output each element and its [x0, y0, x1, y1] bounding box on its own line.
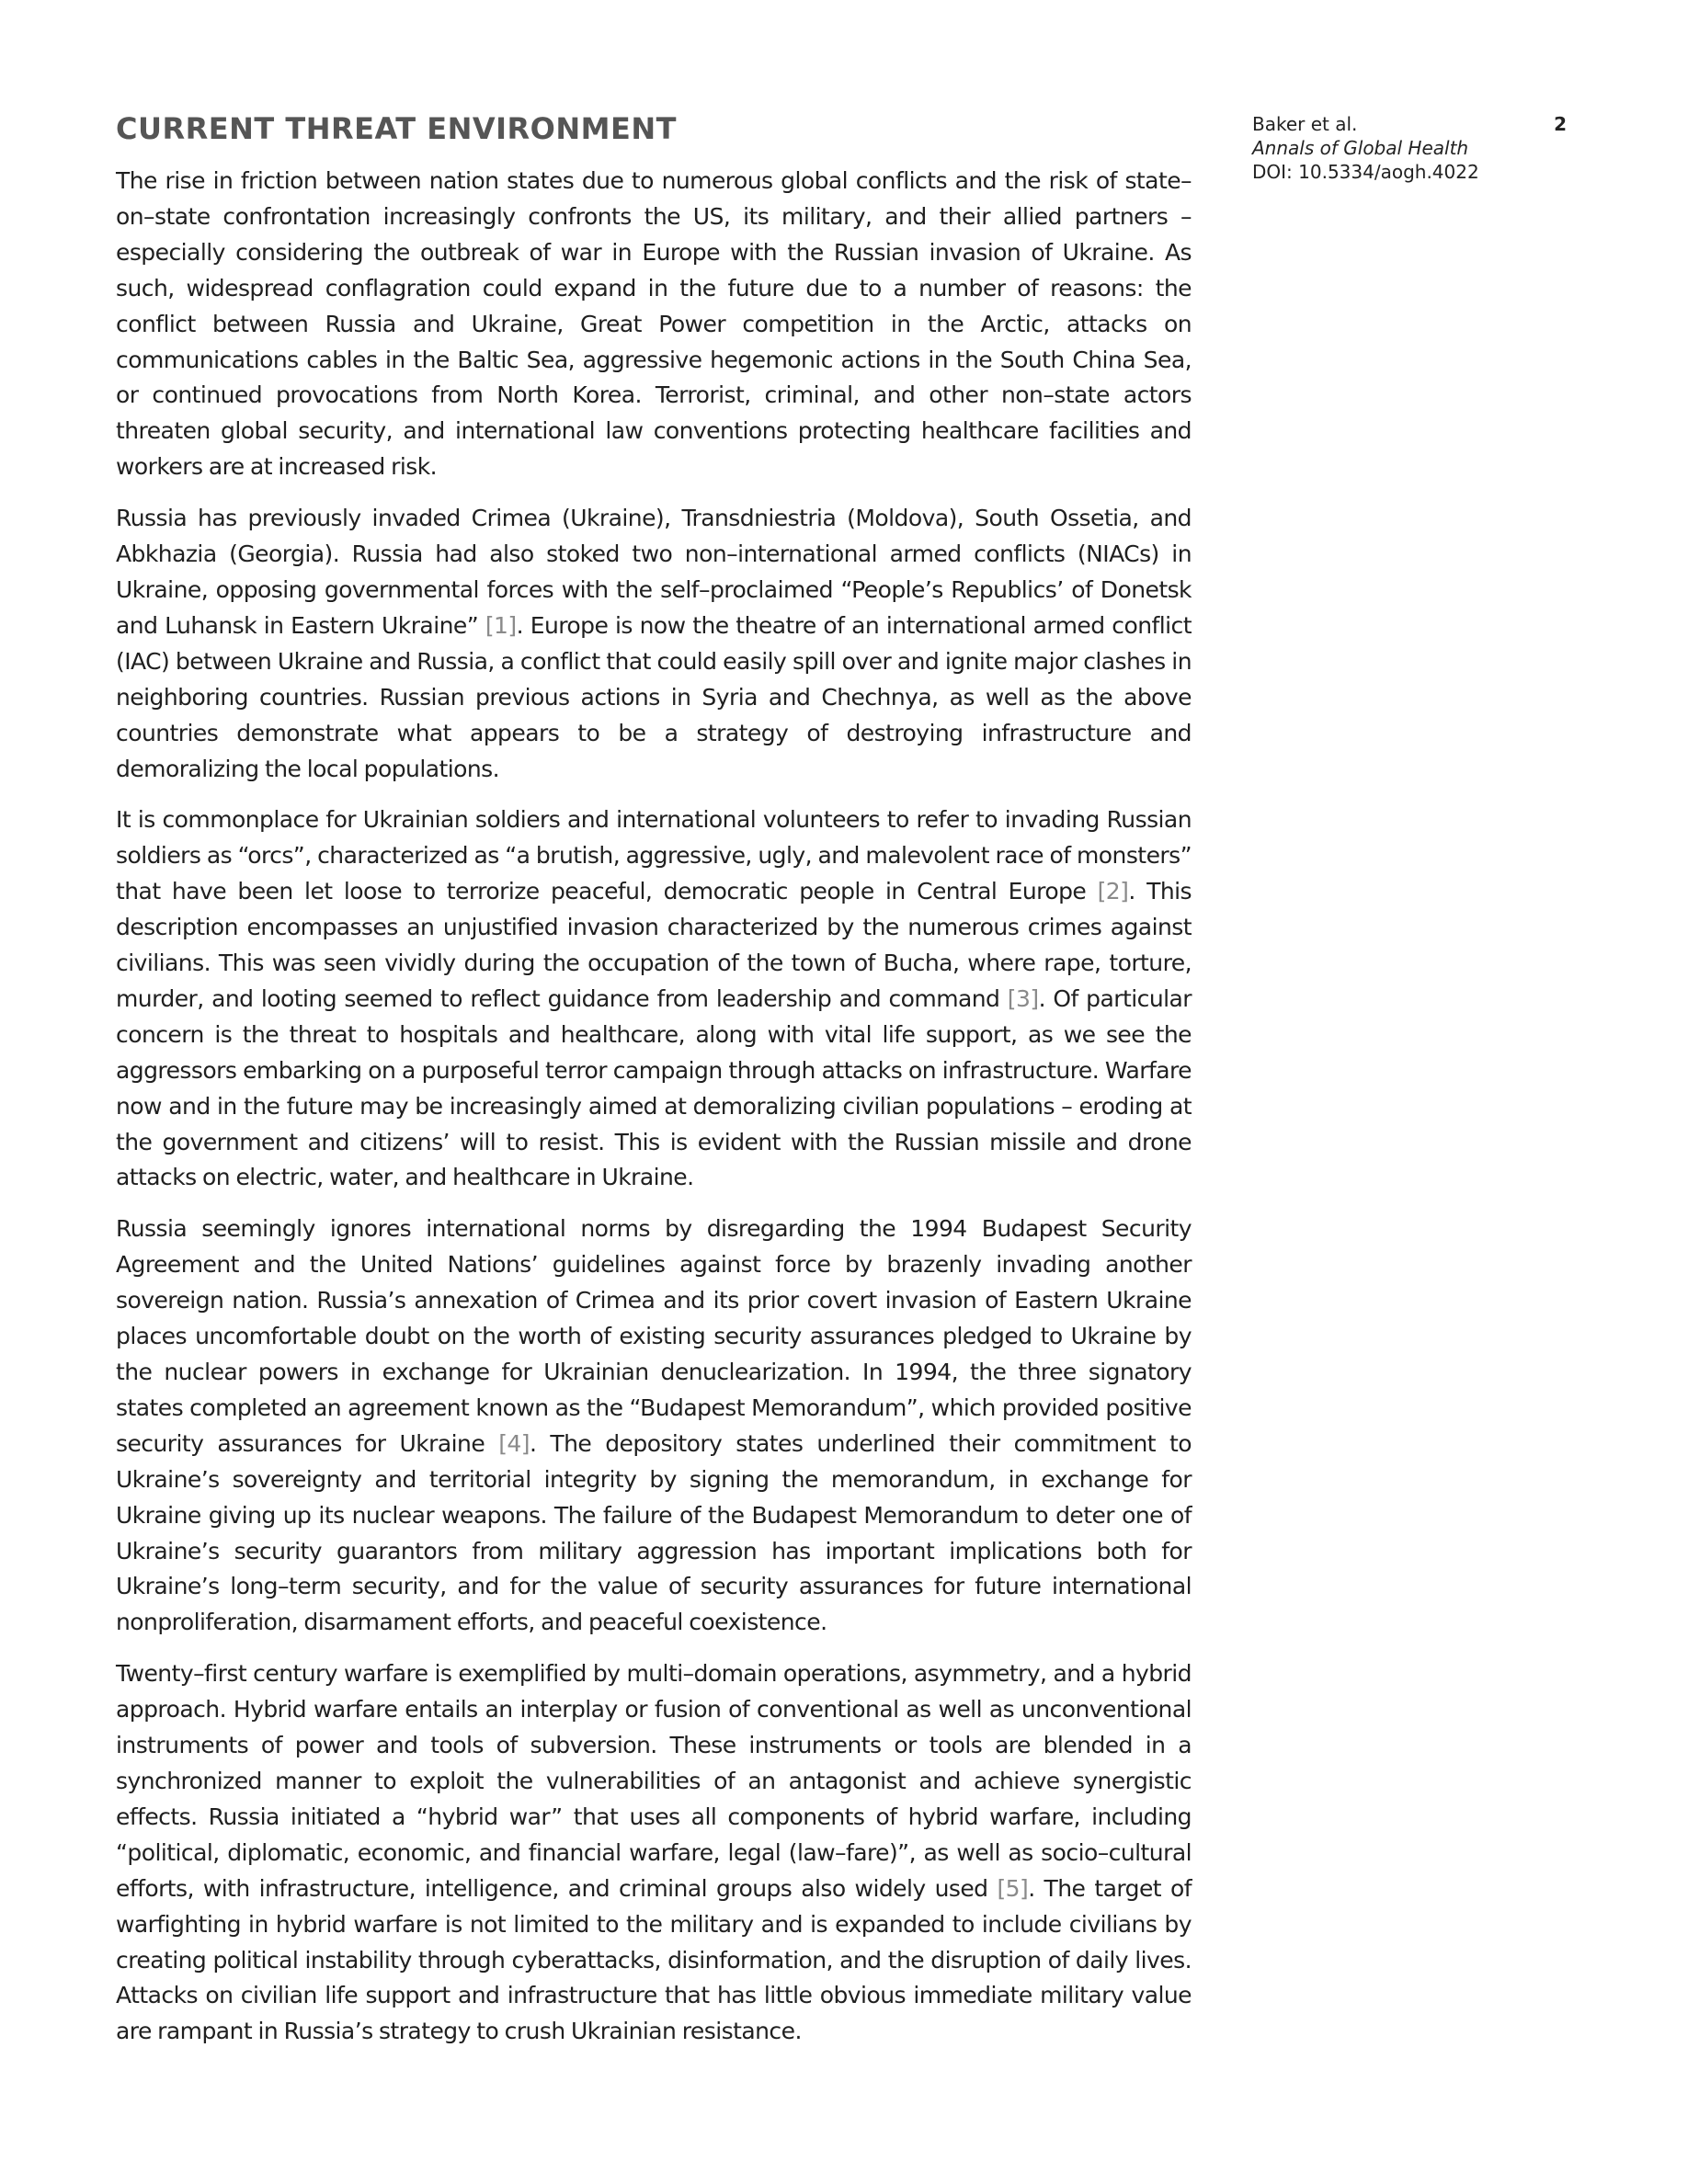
- paragraph-text: . This description encompasses an unjustified invasion characterized by the numerous crimes against civilians. This was seen vividly during the occupation of the town of Bucha, where rape, torture, murder, and looting seemed to reflect guidance from leadership and command: [116, 878, 1192, 1012]
- citation-link[interactable]: [3]: [1007, 984, 1039, 1012]
- header-journal: Annals of Global Health: [1252, 137, 1469, 159]
- paragraph-text: . The depository states underlined their commitment to Ukraine’s sovereignty and territorial integrity by signing the memorandum, in exchange for Ukraine giving up its nuclear weapons. The failure of the Budapest Memorandum to deter one of Ukraine’s security guarantors from military aggression has important implications both for Ukraine’s long–term security, and for the value of security assurances for future international nonproliferation, disarmament efforts, and peaceful coexistence.: [116, 1429, 1192, 1636]
- paragraph-text: The rise in friction between nation states due to numerous global conflicts and the risk of state–on–state confrontation increasingly confronts the US, its military, and their allied partners – especially considering the outbreak of war in Europe with the Russian invasion of Ukraine. As such, widespread conflagration could expand in the future due to a number of reasons: the conflict between Russia and Ukraine, Great Power competition in the Arctic, attacks on communications cables in the Baltic Sea, aggressive hegemonic actions in the South China Sea, or continued provocations from North Korea. Terrorist, criminal, and other non–state actors threaten global security, and international law conventions protecting healthcare facilities and workers are at increased risk.: [116, 167, 1192, 481]
- main-column: [116, 110, 1192, 2065]
- paragraph-text: It is commonplace for Ukrainian soldiers and international volunteers to refer to invading Russian soldiers as “orcs”, characterized as “a brutish, aggressive, ugly, and malevolent race of monsters” that have been let loose to terrorize peaceful, democratic people in Central Europe: [116, 806, 1192, 905]
- citation-link[interactable]: [1]: [485, 611, 517, 639]
- paragraph-text: . Europe is now the theatre of an international armed conflict (IAC) between Ukraine and Russia, a conflict that could easily spill over and ignite major clashes in neighboring countries. Russian previous actions in Syria and Chechnya, as well as the above countries demonstrate what appears to be a strategy of destroying infrastructure and demoralizing the local populations.: [116, 611, 1192, 782]
- paragraph-4: [116, 1211, 1192, 1641]
- paragraph-text: . Of particular concern is the threat to hospitals and healthcare, along with vital life support, as we see the aggressors embarking on a purposeful terror campaign through attacks on infrastructure. Warfare now and in the future may be increasingly aimed at demoralizing civilian populations – eroding at the government and citizens’ will to resist. This is evident with the Russian missile and drone attacks on electric, water, and healthcare in Ukraine.: [116, 984, 1192, 1191]
- citation-link[interactable]: [4]: [498, 1429, 530, 1457]
- paragraph-1: [116, 164, 1192, 485]
- paragraph-text: . The target of warfighting in hybrid warfare is not limited to the military and is expanded to include civilians by creating political instability through cyberattacks, disinformation, and the disruption of daily lives. Attacks on civilian life support and infrastructure that has little obvious immediate military value are rampant in Russia’s strategy to crush Ukrainian resistance.: [116, 1874, 1192, 2045]
- paragraph-text: Russia seemingly ignores international norms by disregarding the 1994 Budapest Security Agreement and the United Nations’ guidelines against force by brazenly invading another sovereign nation. Russia’s annexation of Crimea and its prior covert invasion of Eastern Ukraine places uncomfortable doubt on the worth of existing security assurances pledged to Ukraine by the nuclear powers in exchange for Ukrainian denuclearization. In 1994, the three signatory states completed an agreement known as the “Budapest Memorandum”, which provided positive security assurances for Ukraine: [116, 1215, 1192, 1457]
- paragraph-text: Twenty–first century warfare is exemplified by multi–domain operations, asymmetry, and a hybrid approach. Hybrid warfare entails an interplay or fusion of conventional as well as unconventional instruments of power and tools of subversion. These instruments or tools are blended in a synchronized manner to exploit the vulnerabilities of an antagonist and achieve synergistic effects. Russia initiated a “hybrid war” that uses all components of hybrid warfare, including “political, diplomatic, economic, and financial warfare, legal (law–fare)”, as well as socio–cultural efforts, with infrastructure, intelligence, and criminal groups also widely used: [116, 1660, 1192, 1902]
- section-heading: CURRENT THREAT ENVIRONMENT: [116, 111, 677, 146]
- paragraph-2: [116, 501, 1192, 787]
- paragraph-3: [116, 802, 1192, 1196]
- header-authors: Baker et al.: [1252, 113, 1358, 135]
- header-doi: DOI: 10.5334/aogh.4022: [1252, 161, 1479, 183]
- page-number: 2: [1554, 113, 1567, 135]
- paragraph-text: Russia has previously invaded Crimea (Ukraine), Transdniestria (Moldova), South Ossetia, and Abkhazia (Georgia). Russia had also stoked two non–international armed conflicts (NIACs) in Ukraine, opposing governmental forces with the self–proclaimed “People’s Republics’ of Donetsk and Luhansk in Eastern Ukraine”: [116, 505, 1192, 639]
- citation-link[interactable]: [2]: [1097, 878, 1129, 905]
- citation-link[interactable]: [5]: [997, 1874, 1029, 1902]
- paragraph-5: [116, 1656, 1192, 2050]
